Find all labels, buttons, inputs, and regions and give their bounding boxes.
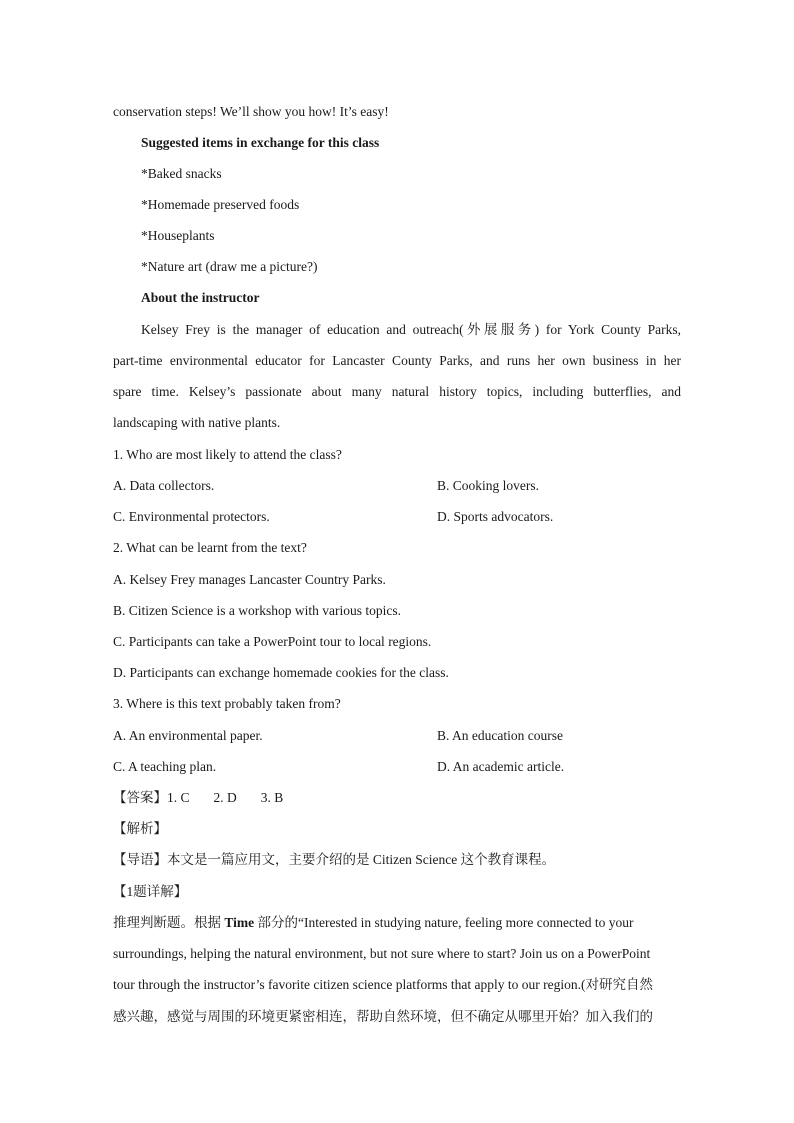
item-nature-art: *Nature art (draw me a picture?) [141,259,318,274]
guide-row [113,851,555,869]
guide-label: 【导语】 [113,852,167,867]
instructor-line-2: part-time environmental educator for Lancaster County Parks, and runs her own business in her [113,353,681,368]
answer-3: 3. B [260,790,284,805]
q1-detail-line-1 [113,914,634,932]
items-heading: Suggested items in exchange for this class [141,135,380,150]
guide-text: 本文是一篇应用文，主要介绍的是 Citizen Science 这个教育课程。 [167,852,556,867]
q1-detail-line-3: tour through the instructor’s favorite citizen science platforms that apply to our region.(对研究自然 [113,977,653,992]
answer-row [113,789,283,807]
q2-option-c: C. Participants can take a PowerPoint tour to local regions. [113,634,432,649]
q3-option-c: C. A teaching plan. [113,759,217,774]
question-1-stem: 1. Who are most likely to attend the class? [113,447,342,462]
q3-option-b: B. An education course [437,728,563,743]
q3-option-d: D. An academic article. [437,759,565,774]
q2-option-d: D. Participants can exchange homemade cookies for the class. [113,665,449,680]
q1-detail-line-1-prefix: 推理判断题。根据 [113,915,225,930]
answer-2: 2. D [213,790,237,805]
q1-option-d: D. Sports advocators. [437,509,554,524]
q2-option-a: A. Kelsey Frey manages Lancaster Country Parks. [113,572,386,587]
instructor-heading: About the instructor [141,290,260,305]
item-preserved-foods: *Homemade preserved foods [141,197,300,212]
instructor-line-3: spare time. Kelsey’s passionate about many natural history topics, including butterflies, and [113,384,681,399]
q1-option-a: A. Data collectors. [113,478,215,493]
question-2-stem: 2. What can be learnt from the text? [113,540,307,555]
answer-1: 1. C [167,790,190,805]
q2-option-b: B. Citizen Science is a workshop with various topics. [113,603,401,618]
q1-option-c: C. Environmental protectors. [113,509,270,524]
intro-end: conservation steps! We’ll show you how! It’s easy! [113,104,389,119]
answer-label: 【答案】 [113,790,167,805]
analysis-label: 【解析】 [113,821,167,836]
question-3-stem: 3. Where is this text probably taken from? [113,696,341,711]
q1-detail-line-1-suffix: 部分的“Interested in studying nature, feeling more connected to your [254,915,634,930]
q3-option-a: A. An environmental paper. [113,728,263,743]
q1-detail-line-1-bold: Time [224,915,255,930]
q1-detail-line-2: surroundings, helping the natural environment, but not sure where to start? Join us on a PowerPoint [113,946,651,961]
instructor-line-1: Kelsey Frey is the manager of education and outreach(外展服务) for York County Parks, [141,322,681,337]
q1-detail-line-4: 感兴趣，感觉与周围的环境更紧密相连，帮助自然环境，但不确定从哪里开始？加入我们的 [113,1009,653,1024]
instructor-line-4: landscaping with native plants. [113,415,281,430]
q1-option-b: B. Cooking lovers. [437,478,540,493]
item-baked-snacks: *Baked snacks [141,166,222,181]
q1-detail-label: 【1题详解】 [113,884,188,899]
item-houseplants: *Houseplants [141,228,215,243]
